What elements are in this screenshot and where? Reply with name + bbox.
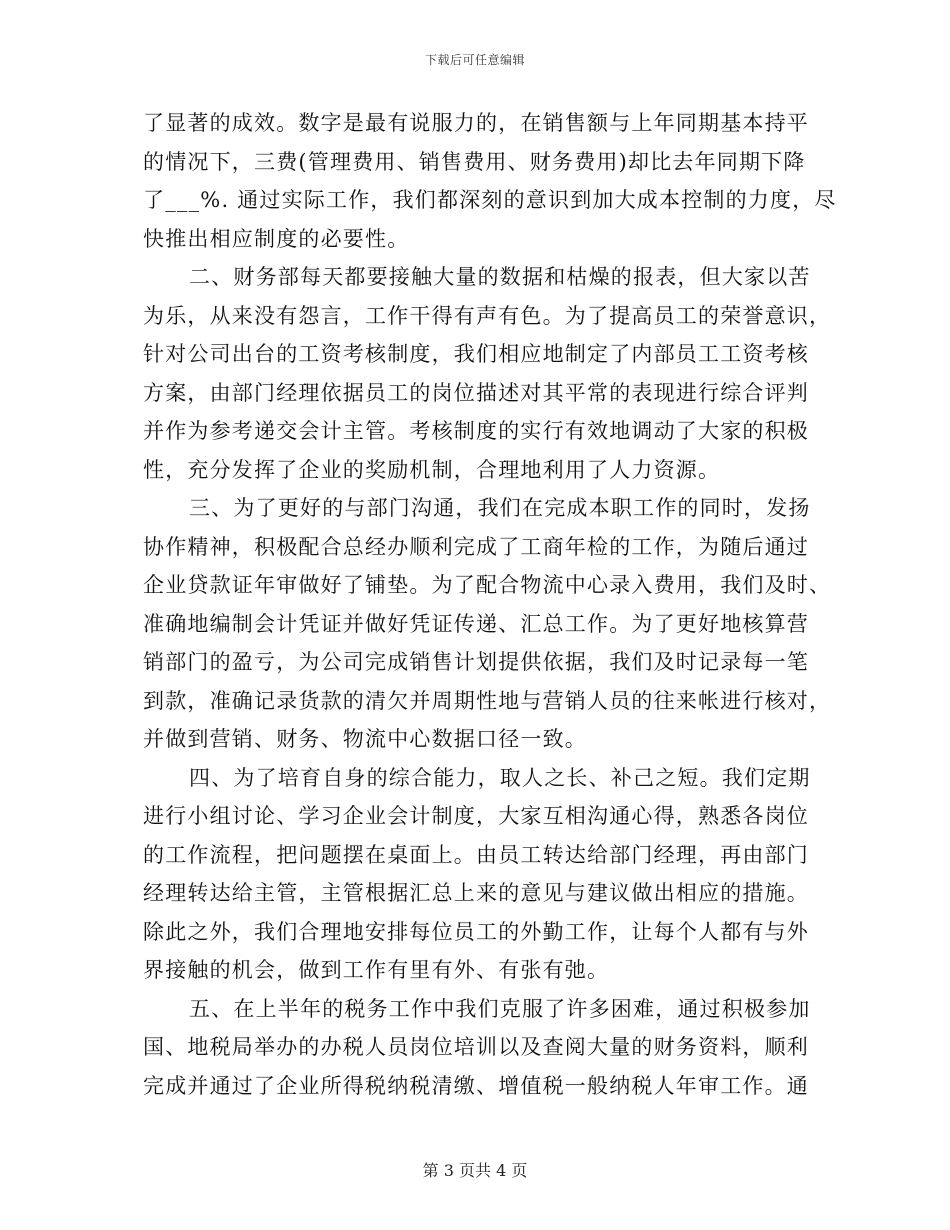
paragraph-line: 五、在上半年的税务工作中我们克服了许多困难，通过积极参加 <box>189 996 811 1021</box>
paragraph-line: 了___%. 通过实际工作，我们都深刻的意识到加大成本控制的力度，尽 <box>143 188 837 212</box>
paragraph-line: 的情况下，三费(管理费用、销售费用、财务费用)却比去年同期下降 <box>143 149 806 174</box>
paragraph-line: 界接触的机会，做到工作有里有外、有张有弛。 <box>143 958 610 982</box>
paragraph-line: 准确地编制会计凭证并做好凭证传递、汇总工作。为了更好地核算营 <box>143 611 809 636</box>
paragraph-line: 为乐，从来没有怨言，工作干得有声有色。为了提高员工的荣誉意识， <box>143 303 832 328</box>
paragraph-line: 四、为了培育自身的综合能力，取人之长、补己之短。我们定期 <box>189 765 811 790</box>
paragraph-line: 快推出相应制度的必要性。 <box>143 226 410 251</box>
paragraph-line: 二、财务部每天都要接触大量的数据和枯燥的报表，但大家以苦 <box>189 265 811 289</box>
paragraph <box>143 258 832 489</box>
paragraph-line: 到款，准确记录货款的清欠并周期性地与营销人员的往来帐进行核对， <box>143 688 832 713</box>
paragraph-line: 并作为参考递交会计主管。考核制度的实行有效地调动了大家的积极 <box>143 419 809 443</box>
paragraph-line: 针对公司出台的工资考核制度，我们相应地制定了内部员工工资考核 <box>143 342 809 366</box>
paragraph-line: 了显著的成效。数字是最有说服力的，在销售额与上年同期基本持平 <box>143 111 809 135</box>
paragraph-line: 完成并通过了企业所得税纳税清缴、增值税一般纳税人年审工作。通 <box>143 1073 809 1098</box>
paragraph-line: 国、地税局举办的办税人员岗位培训以及查阅大量的财务资料，顺利 <box>143 1035 809 1059</box>
paragraph-line: 企业贷款证年审做好了铺垫。为了配合物流中心录入费用，我们及时、 <box>143 573 832 597</box>
paragraph-line: 协作精神，积极配合总经办顺利完成了工商年检的工作，为随后通过 <box>143 534 809 559</box>
paragraph-line: 三、为了更好的与部门沟通，我们在完成本职工作的同时，发扬 <box>189 496 811 520</box>
paragraph-line: 进行小组讨论、学习企业会计制度，大家互相沟通心得，熟悉各岗位 <box>143 804 809 828</box>
paragraph-line: 性，充分发挥了企业的奖励机制，合理地利用了人力资源。 <box>143 457 721 482</box>
paragraph-line: 并做到营销、财务、物流中心数据口径一致。 <box>143 727 587 751</box>
paragraph <box>143 759 811 990</box>
paragraph-line: 的工作流程，把问题摆在桌面上。由员工转达给部门经理，再由部门 <box>143 842 809 867</box>
paragraph-line: 方案，由部门经理依据员工的岗位描述对其平常的表现进行综合评判 <box>143 380 809 405</box>
paragraph-line: 除此之外，我们合理地安排每位员工的外勤工作，让每个人都有与外 <box>143 919 809 944</box>
paragraph-line: 销部门的盈亏，为公司完成销售计划提供依据，我们及时记录每一笔 <box>143 650 809 674</box>
paragraph <box>143 104 837 258</box>
page-header: 下载后可任意编辑 <box>424 53 525 67</box>
page-footer: 第 3 页共 4 页 <box>422 1161 528 1180</box>
paragraph <box>143 489 832 759</box>
paragraph <box>143 990 811 1106</box>
document-body <box>143 104 837 1105</box>
paragraph-line: 经理转达给主管，主管根据汇总上来的意见与建议做出相应的措施。 <box>143 881 809 905</box>
